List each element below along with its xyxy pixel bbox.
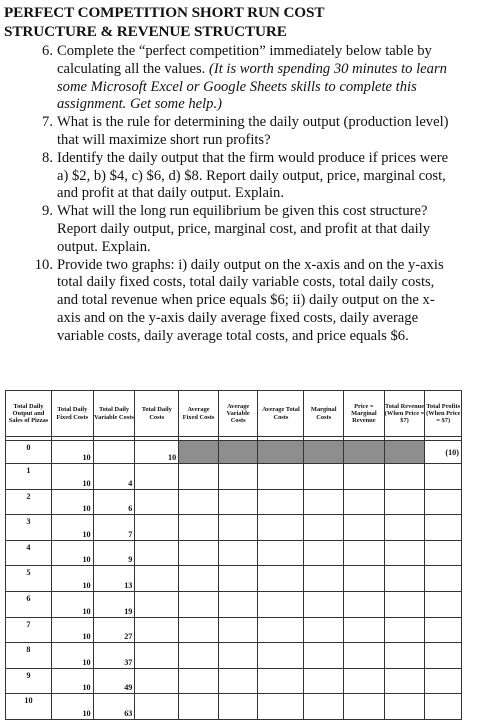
fixed-cost-cell: 10 <box>51 540 93 566</box>
table-row <box>6 464 462 490</box>
total-cost-cell <box>135 540 179 566</box>
total-cost-cell <box>135 566 179 592</box>
table-cell <box>344 515 385 541</box>
table-cell <box>258 591 304 617</box>
table-cell <box>258 643 304 669</box>
table-cell <box>258 668 304 694</box>
table-header-row <box>6 391 462 437</box>
table-cell <box>304 694 344 720</box>
cost-revenue-table-container <box>5 390 462 720</box>
table-cell <box>344 540 385 566</box>
variable-cost-cell: 6 <box>93 489 135 515</box>
cost-revenue-table <box>5 390 462 720</box>
table-cell <box>425 617 462 643</box>
question-item <box>0 257 492 346</box>
output-cell: 5 <box>6 566 52 592</box>
table-cell <box>179 540 219 566</box>
table-cell <box>304 464 344 490</box>
shaded-cell <box>258 441 304 464</box>
table-cell <box>218 489 258 515</box>
table-body <box>6 437 462 720</box>
table-cell <box>179 566 219 592</box>
fixed-cost-cell: 10 <box>51 591 93 617</box>
shaded-cell <box>218 441 258 464</box>
variable-cost-cell: 7 <box>93 515 135 541</box>
table-cell <box>179 489 219 515</box>
output-cell: 3 <box>6 515 52 541</box>
table-row <box>6 668 462 694</box>
question-text: What is the rule for determining the daily output (production level) that will maximize short run profits? <box>57 114 449 148</box>
title-line-1: PERFECT COMPETITION SHORT RUN COST <box>4 4 325 21</box>
column-header: Marginal Costs <box>304 391 344 437</box>
table-cell <box>304 643 344 669</box>
shaded-cell <box>384 441 425 464</box>
column-header: Total Daily Variable Costs <box>93 391 135 437</box>
total-cost-cell <box>135 617 179 643</box>
column-header: Average Fixed Costs <box>179 391 219 437</box>
column-header: Average Variable Costs <box>218 391 258 437</box>
table-cell <box>425 515 462 541</box>
variable-cost-cell: 9 <box>93 540 135 566</box>
shaded-cell <box>304 441 344 464</box>
table-cell <box>344 464 385 490</box>
table-cell <box>425 694 462 720</box>
total-cost-cell <box>135 591 179 617</box>
fixed-cost-cell: 10 <box>51 566 93 592</box>
question-item <box>0 203 492 256</box>
table-cell <box>425 566 462 592</box>
variable-cost-cell: 63 <box>93 694 135 720</box>
fixed-cost-cell: 10 <box>51 694 93 720</box>
variable-cost-cell: 49 <box>93 668 135 694</box>
table-row <box>6 694 462 720</box>
table-cell <box>304 617 344 643</box>
table-cell <box>218 617 258 643</box>
table-cell <box>384 617 425 643</box>
output-cell: 9 <box>6 668 52 694</box>
title-line-2: STRUCTURE & REVENUE STRUCTURE <box>4 23 287 40</box>
fixed-cost-cell: 10 <box>51 464 93 490</box>
table-cell <box>304 668 344 694</box>
table-row <box>6 540 462 566</box>
table-cell <box>218 643 258 669</box>
table-cell <box>384 489 425 515</box>
table-cell <box>304 566 344 592</box>
table-cell <box>179 668 219 694</box>
table-row <box>6 643 462 669</box>
fixed-cost-cell: 10 <box>51 489 93 515</box>
column-header: Price = Marginal Revenue <box>344 391 385 437</box>
variable-cost-cell: 37 <box>93 643 135 669</box>
table-cell <box>344 643 385 669</box>
output-cell: 0 <box>6 441 52 464</box>
total-cost-cell <box>135 668 179 694</box>
table-cell <box>258 515 304 541</box>
fixed-cost-cell: 10 <box>51 515 93 541</box>
table-cell <box>344 566 385 592</box>
variable-cost-cell <box>93 441 135 464</box>
table-cell <box>425 643 462 669</box>
table-row <box>6 441 462 464</box>
total-cost-cell <box>135 643 179 669</box>
table-cell <box>425 489 462 515</box>
fixed-cost-cell: 10 <box>51 617 93 643</box>
table-cell <box>384 668 425 694</box>
question-number: 6. <box>42 43 53 59</box>
table-cell <box>425 591 462 617</box>
worksheet-title <box>4 3 490 41</box>
table-cell <box>258 566 304 592</box>
table-cell <box>218 515 258 541</box>
table-cell <box>304 489 344 515</box>
question-item <box>0 43 492 114</box>
table-row <box>6 566 462 592</box>
table-cell <box>304 591 344 617</box>
table-cell <box>218 668 258 694</box>
variable-cost-cell: 27 <box>93 617 135 643</box>
shaded-cell <box>179 441 219 464</box>
table-cell <box>384 566 425 592</box>
table-cell <box>344 668 385 694</box>
question-text: Identify the daily output that the firm would produce if prices were a) $2, b) $4, c) $6, d) $8. Report daily output, price, marginal cost, and profit at that daily output. Explain. <box>57 149 449 202</box>
table-cell <box>425 540 462 566</box>
output-cell: 7 <box>6 617 52 643</box>
table-cell <box>179 617 219 643</box>
column-header: Total Revenue (When Price = $7) <box>384 391 425 437</box>
table-cell <box>344 591 385 617</box>
total-cost-cell: 10 <box>135 441 179 464</box>
output-cell: 2 <box>6 489 52 515</box>
table-cell <box>384 464 425 490</box>
table-row <box>6 617 462 643</box>
table-cell <box>218 694 258 720</box>
table-cell <box>344 694 385 720</box>
column-header: Average Total Costs <box>258 391 304 437</box>
variable-cost-cell: 4 <box>93 464 135 490</box>
table-cell <box>384 643 425 669</box>
table-cell <box>425 668 462 694</box>
question-text: What will the long run equilibrium be given this cost structure? Report daily output, price, marginal cost, and profit at that daily output. Explain. <box>57 203 430 255</box>
table-row <box>6 489 462 515</box>
question-item <box>0 114 492 150</box>
question-list <box>0 43 492 346</box>
column-header: Total Daily Fixed Costs <box>51 391 93 437</box>
shaded-cell <box>344 441 385 464</box>
total-cost-cell <box>135 464 179 490</box>
table-cell <box>258 464 304 490</box>
fixed-cost-cell: 10 <box>51 668 93 694</box>
question-text: Provide two graphs: i) daily output on the x-axis and on the y-axis total daily fixed costs, total daily variable costs, total daily costs, and total revenue when price equals $6; ii) daily output on the x-axis and on the y-axis daily average fixed costs, daily average variable costs, daily average total costs, and price equals $6. <box>57 256 444 344</box>
table-cell <box>218 566 258 592</box>
output-cell: 1 <box>6 464 52 490</box>
question-number: 7. <box>42 114 53 131</box>
output-cell: 8 <box>6 643 52 669</box>
variable-cost-cell: 19 <box>93 591 135 617</box>
total-cost-cell <box>135 515 179 541</box>
table-cell <box>179 643 219 669</box>
table-cell <box>218 540 258 566</box>
table-row <box>6 515 462 541</box>
column-header: Total Daily Costs <box>135 391 179 437</box>
table-cell <box>344 617 385 643</box>
question-item <box>0 150 492 203</box>
fixed-cost-cell: 10 <box>51 441 93 464</box>
table-cell <box>258 694 304 720</box>
table-cell <box>384 540 425 566</box>
table-cell <box>258 489 304 515</box>
column-header: Total Profits (When Price = $7) <box>425 391 462 437</box>
table-cell <box>425 464 462 490</box>
fixed-cost-cell: 10 <box>51 643 93 669</box>
table-cell <box>384 694 425 720</box>
total-cost-cell <box>135 694 179 720</box>
total-cost-cell <box>135 489 179 515</box>
table-cell <box>258 540 304 566</box>
table-cell <box>218 464 258 490</box>
table-cell <box>384 591 425 617</box>
profit-cell: (10) <box>425 441 462 464</box>
table-cell <box>179 694 219 720</box>
question-text: Complete the “perfect competition” immediately below table by calculating all the values. <box>57 43 432 77</box>
table-cell <box>179 591 219 617</box>
table-row <box>6 591 462 617</box>
table-cell <box>304 515 344 541</box>
column-header: Total Daily Output and Sales of Pizzas <box>6 391 52 437</box>
output-cell: 10 <box>6 694 52 720</box>
output-cell: 4 <box>6 540 52 566</box>
table-cell <box>344 489 385 515</box>
table-cell <box>384 515 425 541</box>
question-number: 9. <box>42 203 53 220</box>
table-cell <box>304 540 344 566</box>
table-cell <box>179 464 219 490</box>
table-cell <box>179 515 219 541</box>
question-number: 8. <box>42 149 53 166</box>
question-note: (It is worth spending 30 minutes to learn some Microsoft Excel or Google Sheets skills to complete this assignment. Get some help.) <box>57 60 447 113</box>
question-number: 10. <box>34 256 53 273</box>
table-cell <box>218 591 258 617</box>
table-cell <box>258 617 304 643</box>
output-cell: 6 <box>6 591 52 617</box>
variable-cost-cell: 13 <box>93 566 135 592</box>
